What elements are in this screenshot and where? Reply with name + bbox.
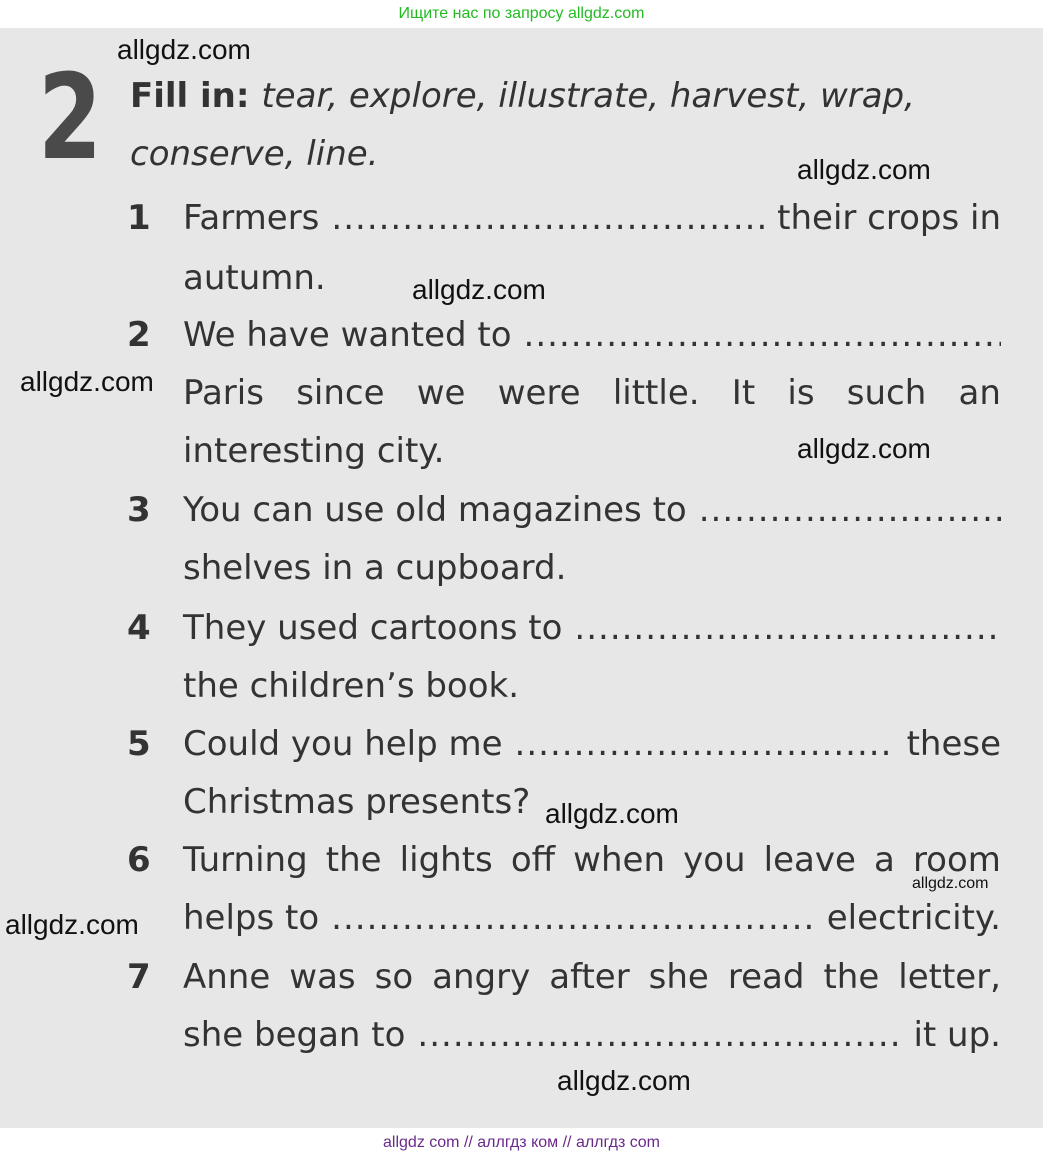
word: It [731, 373, 756, 413]
word: you [683, 840, 746, 880]
watermark: allgdz.com [797, 154, 931, 185]
watermark: allgdz.com [5, 909, 139, 940]
watermark: allgdz.com [545, 798, 679, 829]
item-number: 2 [127, 315, 151, 355]
instruction-line-1 [130, 76, 915, 116]
answer-blank[interactable] [331, 198, 765, 238]
word: when [573, 840, 665, 880]
item-7-blank-line: she began to ..... it up. [183, 1015, 1001, 1055]
word: we [416, 373, 466, 413]
instruction-line-2 [130, 134, 378, 174]
item-6-blank-line: helps to ..... electricity. [183, 898, 1001, 938]
answer-blank[interactable] [524, 315, 1001, 355]
item-number: 6 [127, 840, 151, 880]
word: an [958, 373, 1001, 413]
watermark: allgdz.com [20, 366, 154, 397]
watermark: allgdz.com [412, 274, 546, 305]
word: since [296, 373, 385, 413]
item-4-cont: the children’s book. [183, 666, 520, 706]
item-5-cont: Christmas presents? [183, 782, 531, 822]
word: after [549, 957, 630, 997]
word: Anne [183, 957, 271, 997]
item-number: 7 [127, 957, 151, 997]
word: she [648, 957, 709, 997]
word: so [374, 957, 414, 997]
item-2-line: We have wanted to ..... [183, 315, 1001, 355]
item-number: 5 [127, 724, 151, 764]
item-7-line [183, 957, 1001, 997]
answer-blank[interactable] [574, 608, 1001, 648]
item-3-line: You can use old magazines to ..... [183, 490, 1001, 530]
item-3-cont: shelves in a cupboard. [183, 548, 567, 588]
instruction-words: tear, explore, illustrate, harvest, wrap, [261, 76, 915, 116]
word: little. [612, 373, 700, 413]
footer: allgdz com // аллгдз ком // аллгдз com [0, 1128, 1043, 1158]
instruction-words-cont: conserve, line. [130, 134, 379, 174]
top-banner: Ищите нас по запросу allgdz.com [0, 0, 1043, 28]
word: a [874, 840, 895, 880]
instruction-lead: Fill in: [130, 76, 250, 116]
word: is [787, 373, 815, 413]
item-number: 1 [127, 198, 151, 238]
word: Turning [183, 840, 308, 880]
word: lights [399, 840, 493, 880]
answer-blank[interactable] [417, 1015, 901, 1055]
word: Paris [183, 373, 264, 413]
watermark: allgdz.com [557, 1065, 691, 1096]
answer-blank[interactable] [515, 724, 895, 764]
word: angry [432, 957, 531, 997]
word: leave [763, 840, 856, 880]
watermark: allgdz.com [912, 875, 989, 892]
item-1-cont: autumn. [183, 258, 326, 298]
word: such [846, 373, 927, 413]
word: the [823, 957, 880, 997]
item-2-cont2: interesting city. [183, 431, 445, 471]
watermark: allgdz.com [797, 433, 931, 464]
word: read [727, 957, 805, 997]
word: off [510, 840, 556, 880]
word: room [912, 840, 1001, 880]
item-number: 4 [127, 608, 151, 648]
word: was [289, 957, 356, 997]
item-6-line [183, 840, 1001, 880]
item-1-line: Farmers ..... their crops in [183, 198, 1001, 238]
answer-blank[interactable] [699, 490, 1001, 530]
item-2-cont [183, 373, 1001, 413]
word: were [497, 373, 581, 413]
answer-blank[interactable] [331, 898, 815, 938]
watermark: allgdz.com [117, 34, 251, 65]
word: letter, [898, 957, 1001, 997]
item-number: 3 [127, 490, 151, 530]
textbook-page [0, 28, 1043, 1128]
word: the [325, 840, 382, 880]
item-5-line: Could you help me ..... these [183, 724, 1001, 764]
item-4-line: They used cartoons to ..... [183, 608, 1001, 648]
exercise-number: 2 [38, 48, 103, 186]
